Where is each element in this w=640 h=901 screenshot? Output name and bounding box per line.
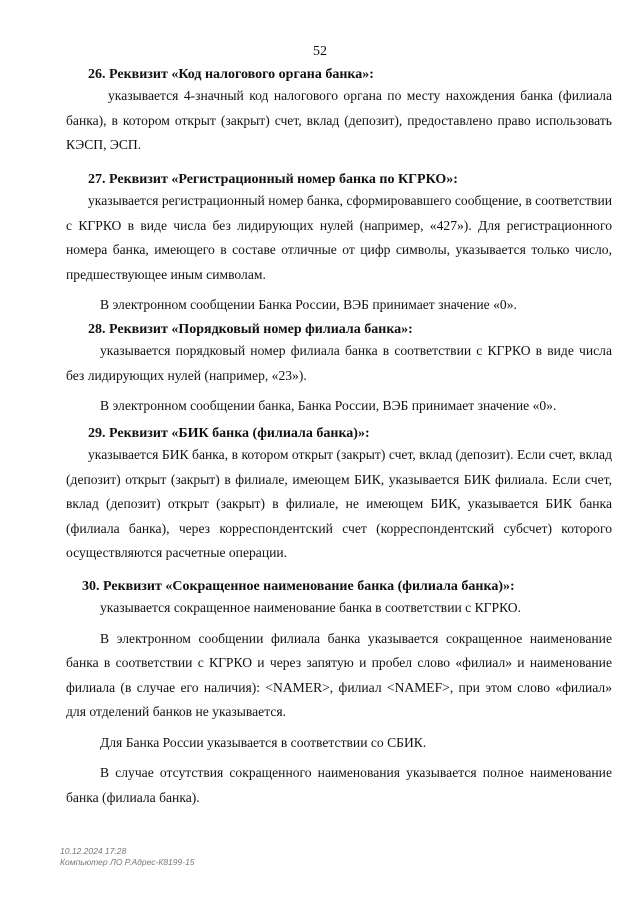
paragraph: В случае отсутствия сокращенного наименования указывается полное наименование банка (филиала банка). xyxy=(66,765,612,805)
paragraph: указывается сокращенное наименование банка в соответствии с КГРКО. xyxy=(100,600,522,615)
paragraph: В электронном сообщении банка, Банка России, ВЭБ принимает значение «0». xyxy=(100,398,557,413)
footer-source: Компьютер ЛО Р.Адрес-К8199-15 xyxy=(60,857,195,867)
paragraph: указывается регистрационный номер банка, сформировавшего сообщение, в соответствии с КГРКО в виде числа без лидирующих нулей (например, «427»). Для регистрационного номера банка, имеющего в составе отличные от цифр символы, указывается только число, предшествующее иным символам. xyxy=(66,193,612,282)
section-26 xyxy=(66,66,612,158)
section-29 xyxy=(66,425,612,566)
paragraph: указывается 4-значный код налогового органа по месту нахождения банка (филиала банка), в котором открыт (закрыт) счет, вклад (депозит), предоставлено право использовать КЭСП, ЭСП. xyxy=(66,88,612,152)
section-27 xyxy=(66,171,612,318)
section-heading: 26. Реквизит «Код налогового органа банка»: xyxy=(88,67,374,82)
paragraph: В электронном сообщении филиала банка указывается сокращенное наименование банка в соответствии с КГРКО и через запятую и пробел слово «филиал» и наименование филиала (в случае его наличия): <NAMER>, филиал <NAMEF>, при этом слово «филиал» для отделений банков не указывается. xyxy=(66,630,612,719)
footer-date: 10.12.2024 17:28 xyxy=(60,846,127,856)
paragraph: Для Банка России указывается в соответствии со СБИК. xyxy=(100,734,427,750)
paragraph: В электронном сообщении Банка России, ВЭБ принимает значение «0». xyxy=(100,297,517,312)
section-heading: 30. Реквизит «Сокращенное наименование банка (филиала банка)»: xyxy=(82,579,515,594)
footer-stamp xyxy=(60,846,195,868)
section-heading: 27. Реквизит «Регистрационный номер банка по КГРКО»: xyxy=(88,172,458,187)
page-number: 52 xyxy=(313,44,327,59)
paragraph: указывается порядковый номер филиала банка в соответствии с КГРКО в виде числа без лидирующих нулей (например, «23»). xyxy=(66,343,612,383)
paragraph: указывается БИК банка, в котором открыт (закрыт) счет, вклад (депозит). Если счет, вклад (депозит) открыт (закрыт) в филиале, имеющем БИК, указывается БИК филиала. Если счет, вклад (депозит) открыт (закрыт) в филиале, не имеющем БИК, указывается БИК банка (филиала банка), через корреспондентский счет (корреспондентский субсчет) которого осуществляются расчетные операции. xyxy=(66,447,612,560)
section-heading: 29. Реквизит «БИК банка (филиала банка)»: xyxy=(88,426,370,441)
section-heading: 28. Реквизит «Порядковый номер филиала банка»: xyxy=(88,322,413,337)
section-28 xyxy=(66,321,612,419)
section-30 xyxy=(66,578,612,810)
